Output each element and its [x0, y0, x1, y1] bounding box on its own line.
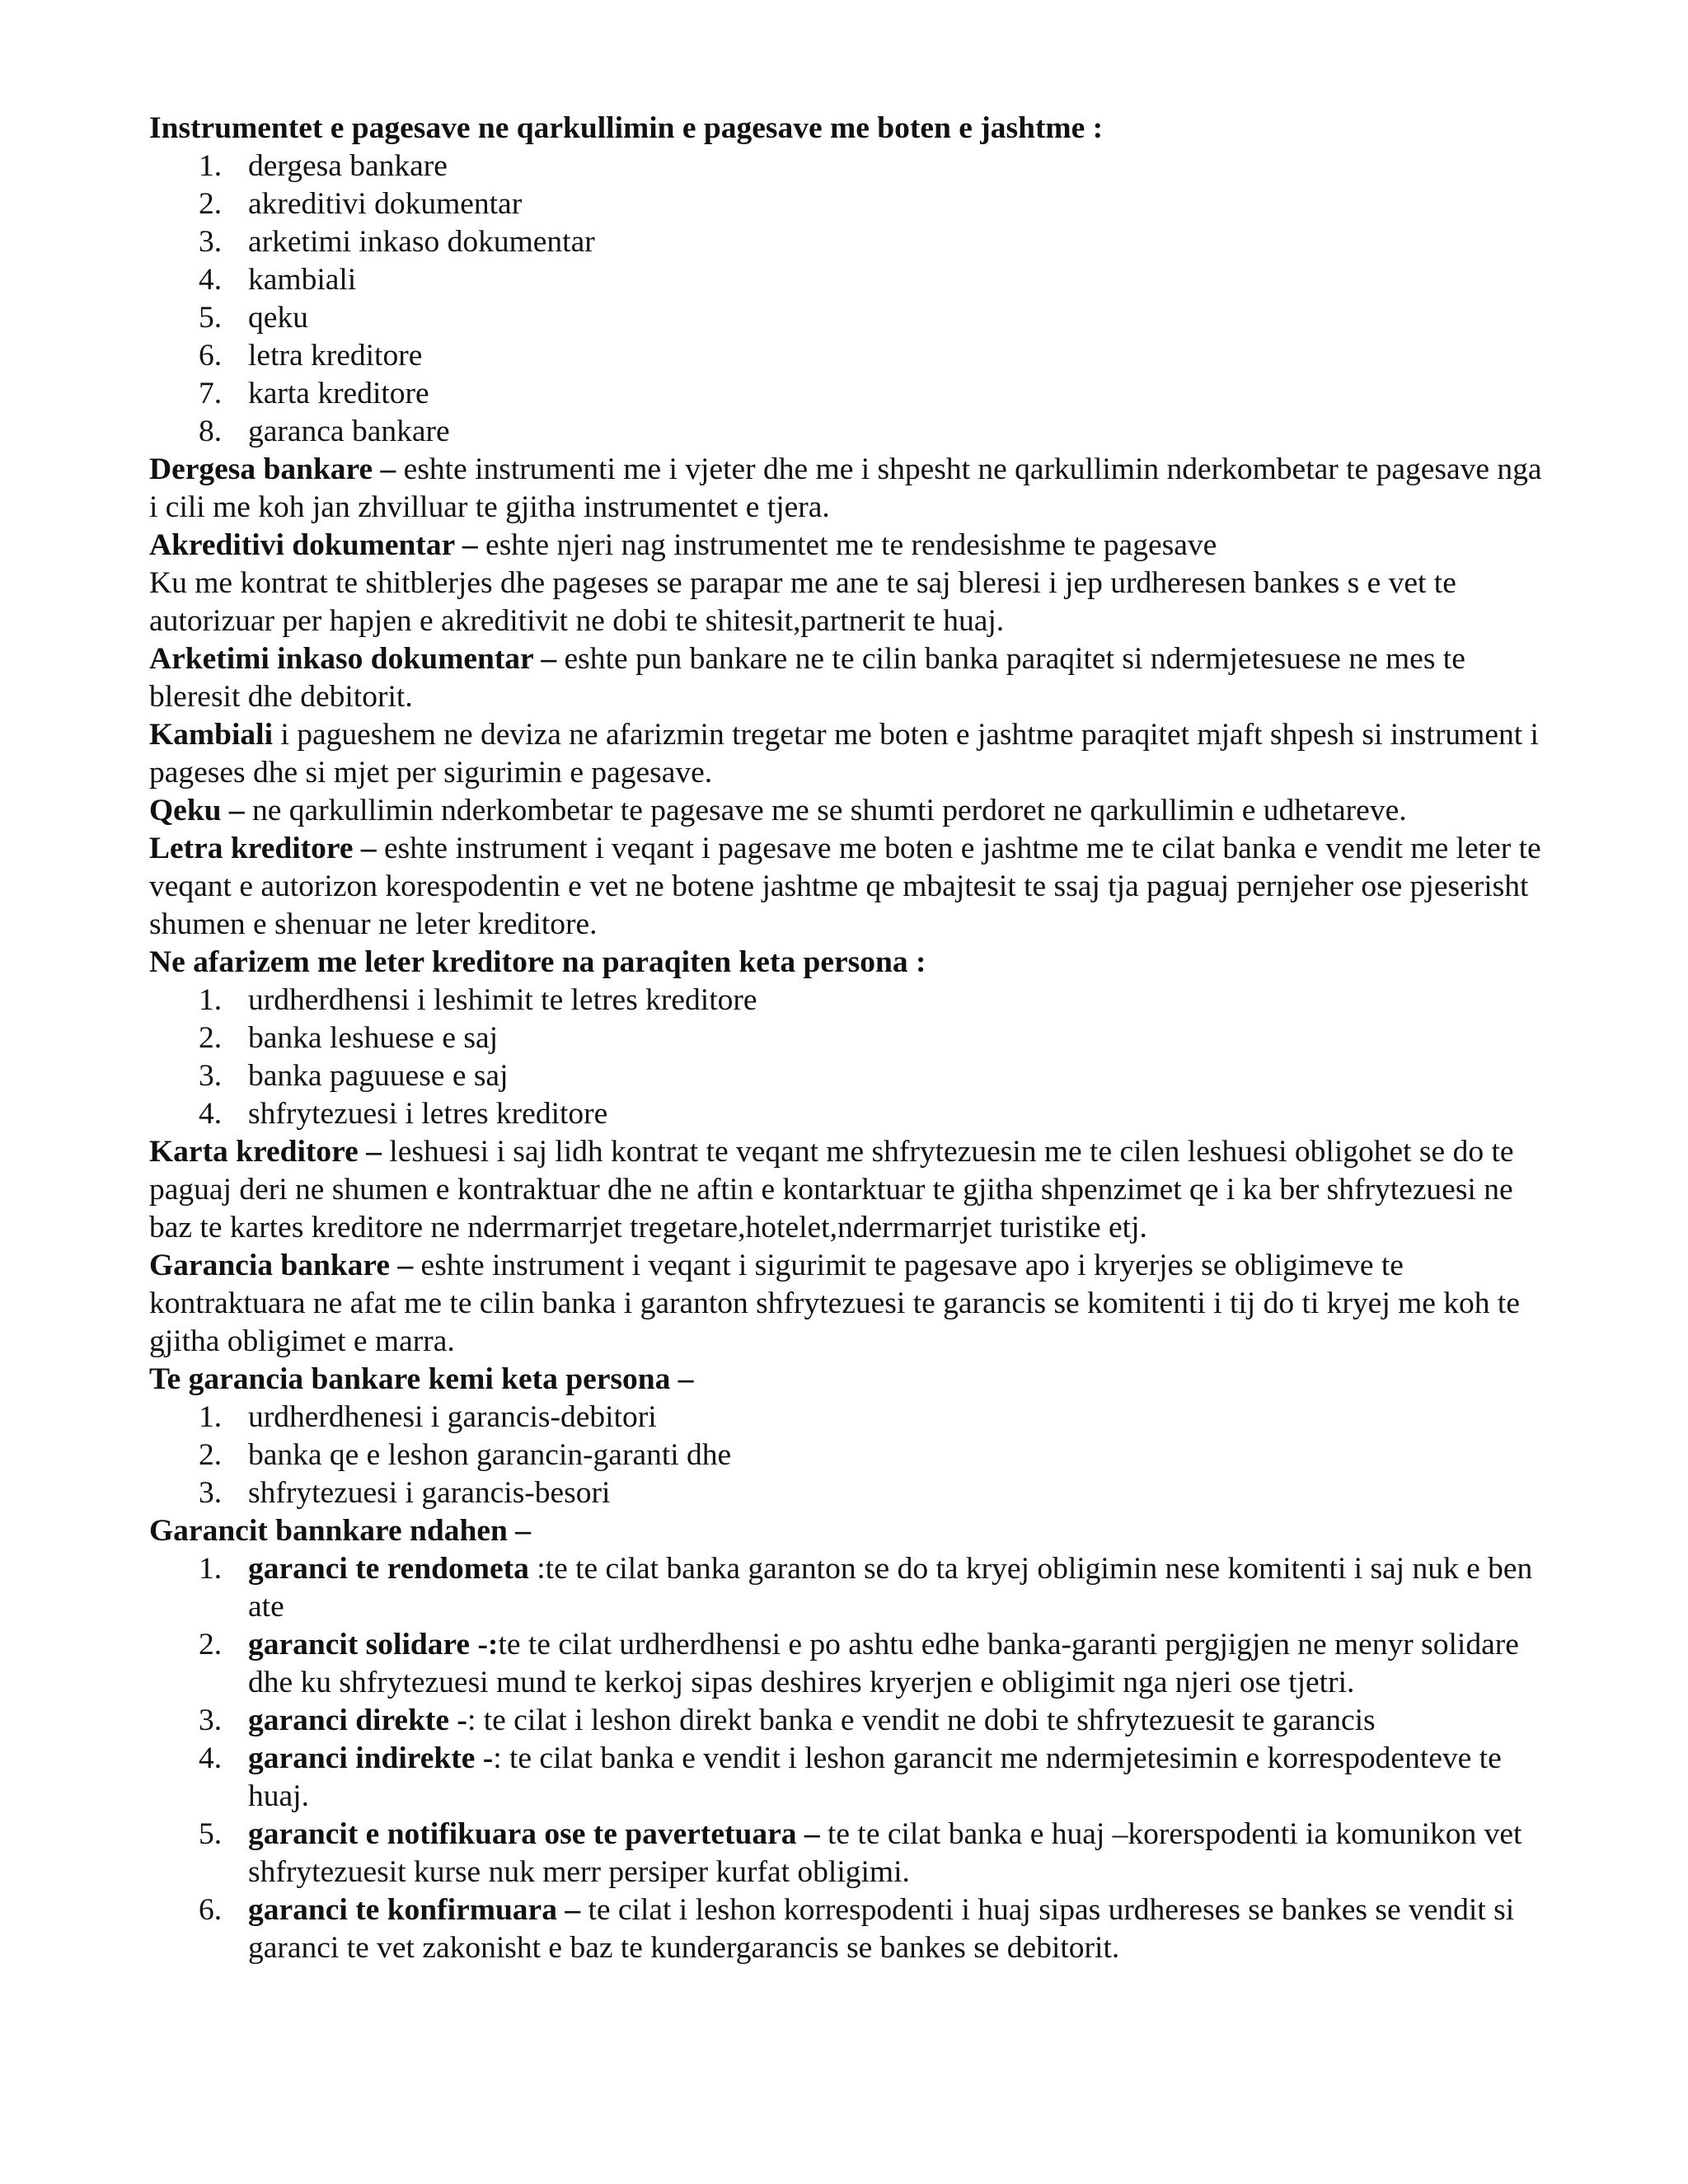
heading-garancia-persons: Te garancia bankare kemi keta persona – — [149, 1362, 694, 1396]
paragraph-karta: Karta kreditore – leshuesi i saj lidh kontrat te veqant me shfrytezuesin me te cilen leshuesi obligohet se do te paguaj deri ne shumen e kontraktuar dhe ne aftin e kontarktuar te gjitha shpenzimet qe i ka ber shfrytezuesi ne baz te kartes kreditore ne nderrmarrjet tregetare,hotelet,nderrmarrjet turistike etj. — [149, 1135, 1514, 1244]
list-item: 1. urdherdhensi i leshimit te letres kreditore — [199, 983, 757, 1017]
list-item: 2. banka qe e leshon garancin-garanti dhe — [199, 1438, 732, 1472]
paragraph-qeku: Qeku – ne qarkullimin nderkombetar te pagesave me se shumti perdoret ne qarkullimin e udhetareve. — [149, 794, 1407, 827]
list-item: 6. garanci te konfirmuara – te cilat i leshon korrespodenti i huaj sipas urdhereses se bankes se vendit si garanci te vet zakonisht e baz te kundergarancis se bankes se debitorit. — [199, 1893, 1515, 1965]
heading-garancia-types: Garancit bannkare ndahen – — [149, 1514, 531, 1548]
document-body — [149, 110, 1550, 1967]
list-item: 5. garancit e notifikuara ose te pavertetuara – te te cilat banka e huaj –korerspodenti ia komunikon vet shfrytezuesit kurse nuk merr persiper kurfat obligimi. — [199, 1817, 1522, 1889]
paragraph-letra: Letra kreditore – eshte instrument i veqant i pagesave me boten e jashtme me te cilat banka e vendit me leter te veqant e autorizon korespodentin e vet ne botene jashtme qe mbajtesit te ssaj tja paguaj pernjeher ose pjeserisht shumen e shenuar ne leter kreditore. — [149, 832, 1541, 941]
list-item: 6. letra kreditore — [199, 339, 423, 373]
list-item: 4. shfrytezuesi i letres kreditore — [199, 1097, 608, 1131]
paragraph-dergesa: Dergesa bankare – eshte instrumenti me i vjeter dhe me i shpesht ne qarkullimin nderkombetar te pagesave nga i cili me koh jan zhvilluar te gjitha instrumentet e tjera. — [149, 452, 1542, 524]
paragraph-garancia: Garancia bankare – eshte instrument i veqant i sigurimit te pagesave apo i kryerjes se obligimeve te kontraktuara ne afat me te cilin banka i garanton shfrytezuesi te garancis se komitenti i tij do ti kryej me koh te gjitha obligimet e marra. — [149, 1249, 1520, 1358]
list-item: 2. garancit solidare -:te te cilat urdherdhensi e po ashtu edhe banka-garanti pergjigjen ne menyr solidare dhe ku shfrytezuesi mund te kerkoj sipas deshires kryerjen e obligimit nga njeri ose tjetri. — [199, 1628, 1519, 1699]
list-item: 8. garanca bankare — [199, 415, 450, 448]
list-item: 1. urdherdhenesi i garancis-debitori — [199, 1400, 657, 1434]
heading-instruments: Instrumentet e pagesave ne qarkullimin e pagesave me boten e jashtme : — [149, 111, 1104, 145]
heading-letra-persons: Ne afarizem me leter kreditore na paraqiten keta persona : — [149, 945, 926, 979]
paragraph-akreditivi-continued: Ku me kontrat te shitblerjes dhe pageses se parapar me ane te saj bleresi i jep urdheresen bankes s e vet te autorizuar per hapjen e akreditivit ne dobi te shitesit,partnerit te huaj. — [149, 566, 1456, 638]
list-item: 3. garanci direkte -: te cilat i leshon direkt banka e vendit ne dobi te shfrytezuesit te garancis — [199, 1704, 1376, 1737]
list-item: 2. akreditivi dokumentar — [199, 187, 523, 221]
instruments-list — [149, 148, 1550, 451]
paragraph-akreditivi: Akreditivi dokumentar – eshte njeri nag instrumentet me te rendesishme te pagesave — [149, 528, 1217, 562]
garancia-types-list — [149, 1550, 1550, 1967]
list-item: 3. banka paguuese e saj — [199, 1059, 509, 1093]
list-item: 4. kambiali — [199, 263, 357, 297]
list-item: 7. karta kreditore — [199, 377, 429, 410]
letra-persons-list — [149, 982, 1550, 1133]
list-item: 3. arketimi inkaso dokumentar — [199, 225, 595, 259]
list-item: 3. shfrytezuesi i garancis-besori — [199, 1476, 611, 1510]
paragraph-kambiali: Kambiali i pagueshem ne deviza ne afarizmin tregetar me boten e jashtme paraqitet mjaft shpesh si instrument i pageses dhe si mjet per sigurimin e pagesave. — [149, 718, 1539, 790]
list-item: 5. qeku — [199, 301, 308, 335]
list-item: 1. garanci te rendometa :te te cilat banka garanton se do ta kryej obligimin nese komitenti i saj nuk e ben ate — [199, 1552, 1533, 1624]
garancia-persons-list — [149, 1399, 1550, 1512]
paragraph-arketimi: Arketimi inkaso dokumentar – eshte pun bankare ne te cilin banka paraqitet si ndermjetesuese ne mes te bleresit dhe debitorit. — [149, 642, 1465, 714]
list-item: 1. dergesa bankare — [199, 149, 448, 183]
list-item: 2. banka leshuese e saj — [199, 1021, 499, 1055]
list-item: 4. garanci indirekte -: te cilat banka e vendit i leshon garancit me ndermjetesimin e korrespodenteve te huaj. — [199, 1741, 1502, 1813]
